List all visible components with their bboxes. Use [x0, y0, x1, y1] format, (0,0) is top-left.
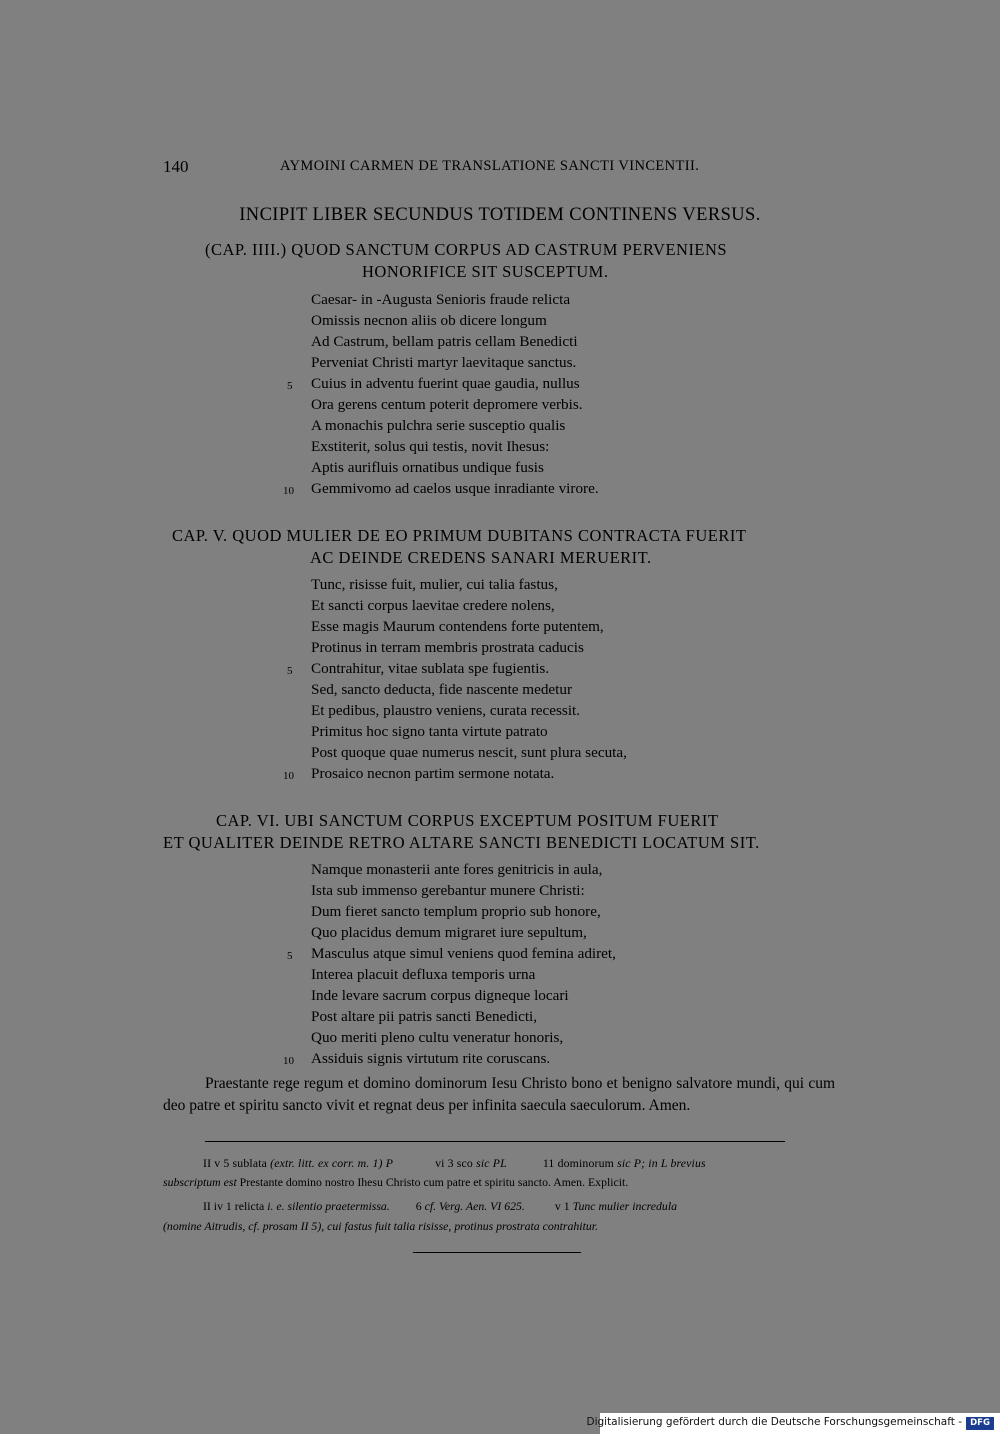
verse-line: Et sancti corpus laevitae credere nolens,	[311, 597, 555, 614]
verse-line: Post quoque quae numerus nescit, sunt plura secuta,	[311, 744, 627, 761]
line-number: 10	[283, 485, 294, 497]
verse-line: A monachis pulchra serie susceptio qualis	[311, 417, 566, 434]
chapter-4-heading: (CAP. IIII.) QUOD SANCTUM CORPUS AD CASTRUM PERVENIENS	[205, 240, 728, 259]
footnote-line: II iv 1 relicta i. e. silentio praetermissa. 6 cf. Verg. Aen. VI 625. v 1 Tunc mulier incredula	[203, 1199, 677, 1213]
verse-line: Ad Castrum, bellam patris cellam Benedicti	[311, 333, 578, 350]
chapter-4-heading-cont: HONORIFICE SIT SUSCEPTUM.	[362, 262, 609, 281]
end-rule	[413, 1252, 581, 1253]
verse-line: Ora gerens centum poterit depromere verbis.	[311, 396, 583, 413]
line-number: 5	[287, 665, 293, 677]
verse-line: Namque monasterii ante fores genitricis in aula,	[311, 861, 603, 878]
closing-prose-text: Praestante rege regum et domino dominorum Iesu Christo bono et benigno salvatore mundi, qui cum deo patre et spiritu sancto vivit et regnat deus per infinita saecula saeculorum. Amen.	[163, 1075, 835, 1114]
verse-line: Primitus hoc signo tanta virtute patrato	[311, 723, 548, 740]
chapter-5-heading: CAP. V. QUOD MULIER DE EO PRIMUM DUBITANS CONTRACTA FUERIT	[172, 526, 747, 545]
verse-line: Quo meriti pleno cultu veneratur honoris,	[311, 1029, 564, 1046]
verse-line: Masculus atque simul veniens quod femina adiret,	[311, 945, 616, 962]
verse-line: Cuius in adventu fuerint quae gaudia, nullus	[311, 375, 580, 392]
chapter-4-verses	[311, 289, 599, 499]
verse-line: Inde levare sacrum corpus digneque locari	[311, 987, 569, 1004]
verse-line: Post altare pii patris sancti Benedicti,	[311, 1008, 538, 1025]
verse-line: Caesar- in -Augusta Senioris fraude relicta	[311, 291, 571, 308]
verse-line: Sed, sancto deducta, fide nascente medetur	[311, 681, 573, 698]
verse-line: Perveniat Christi martyr laevitaque sanctus.	[311, 354, 577, 371]
chapter-5-heading-cont: AC DEINDE CREDENS SANARI MERUERIT.	[310, 548, 652, 567]
verse-line: Omissis necnon aliis ob dicere longum	[311, 312, 547, 329]
footnote-separator	[205, 1141, 785, 1142]
dfg-logo: DFG	[966, 1417, 994, 1430]
verse-line: Tunc, risisse fuit, mulier, cui talia fastus,	[311, 576, 558, 593]
verse-line: Interea placuit defluxa temporis urna	[311, 966, 536, 983]
verse-line: Ista sub immenso gerebantur munere Christi:	[311, 882, 585, 899]
line-number: 10	[283, 1055, 294, 1067]
verse-line: Aptis aurifluis ornatibus undique fusis	[311, 459, 544, 476]
footnote-line: subscriptum est Prestante domino nostro Ihesu Christo cum patre et spiritu sancto. Amen. Explicit.	[163, 1175, 629, 1189]
chapter-6-heading-cont: ET QUALITER DEINDE RETRO ALTARE SANCTI BENEDICTI LOCATUM SIT.	[163, 833, 760, 852]
chapter-5-verses	[311, 574, 627, 784]
verse-line: Assiduis signis virtutum rite coruscans.	[311, 1050, 551, 1067]
verse-line: Dum fieret sancto templum proprio sub honore,	[311, 903, 601, 920]
footnote-line: II v 5 sublata (extr. litt. ex corr. m. 1) P vi 3 sco sic PL 11 dominorum sic P; in L brevius	[203, 1156, 706, 1170]
footnote-line: (nomine Aitrudis, cf. prosam II 5), cui fastus fuit talia risisse, protinus prostrata contrahitur.	[163, 1219, 598, 1233]
verse-line: Quo placidus demum migraret iure sepultum,	[311, 924, 587, 941]
verse-line: Gemmivomo ad caelos usque inradiante virore.	[311, 480, 599, 497]
closing-prose	[163, 1073, 835, 1116]
verse-line: Protinus in terram membris prostrata caducis	[311, 639, 584, 656]
line-number: 10	[283, 770, 294, 782]
book-title: INCIPIT LIBER SECUNDUS TOTIDEM CONTINENS VERSUS.	[239, 205, 761, 225]
page-number: 140	[163, 157, 189, 176]
digitization-credit-bar	[586, 1413, 1000, 1434]
line-number: 5	[287, 380, 293, 392]
chapter-6-verses	[311, 859, 616, 1069]
verse-line: Prosaico necnon partim sermone notata.	[311, 765, 555, 782]
verse-line: Et pedibus, plaustro veniens, curata recessit.	[311, 702, 581, 719]
verse-line: Esse magis Maurum contendens forte putentem,	[311, 618, 604, 635]
line-number: 5	[287, 950, 293, 962]
running-title: AYMOINI CARMEN DE TRANSLATIONE SANCTI VINCENTII.	[280, 158, 700, 174]
chapter-6-heading: CAP. VI. UBI SANCTUM CORPUS EXCEPTUM POSITUM FUERIT	[216, 811, 719, 830]
verse-line: Contrahitur, vitae sublata spe fugientis.	[311, 660, 550, 677]
digitization-credit: Digitalisierung gefördert durch die Deutsche Forschungsgemeinschaft -	[586, 1416, 962, 1428]
verse-line: Exstiterit, solus qui testis, novit Ihesus:	[311, 438, 550, 455]
